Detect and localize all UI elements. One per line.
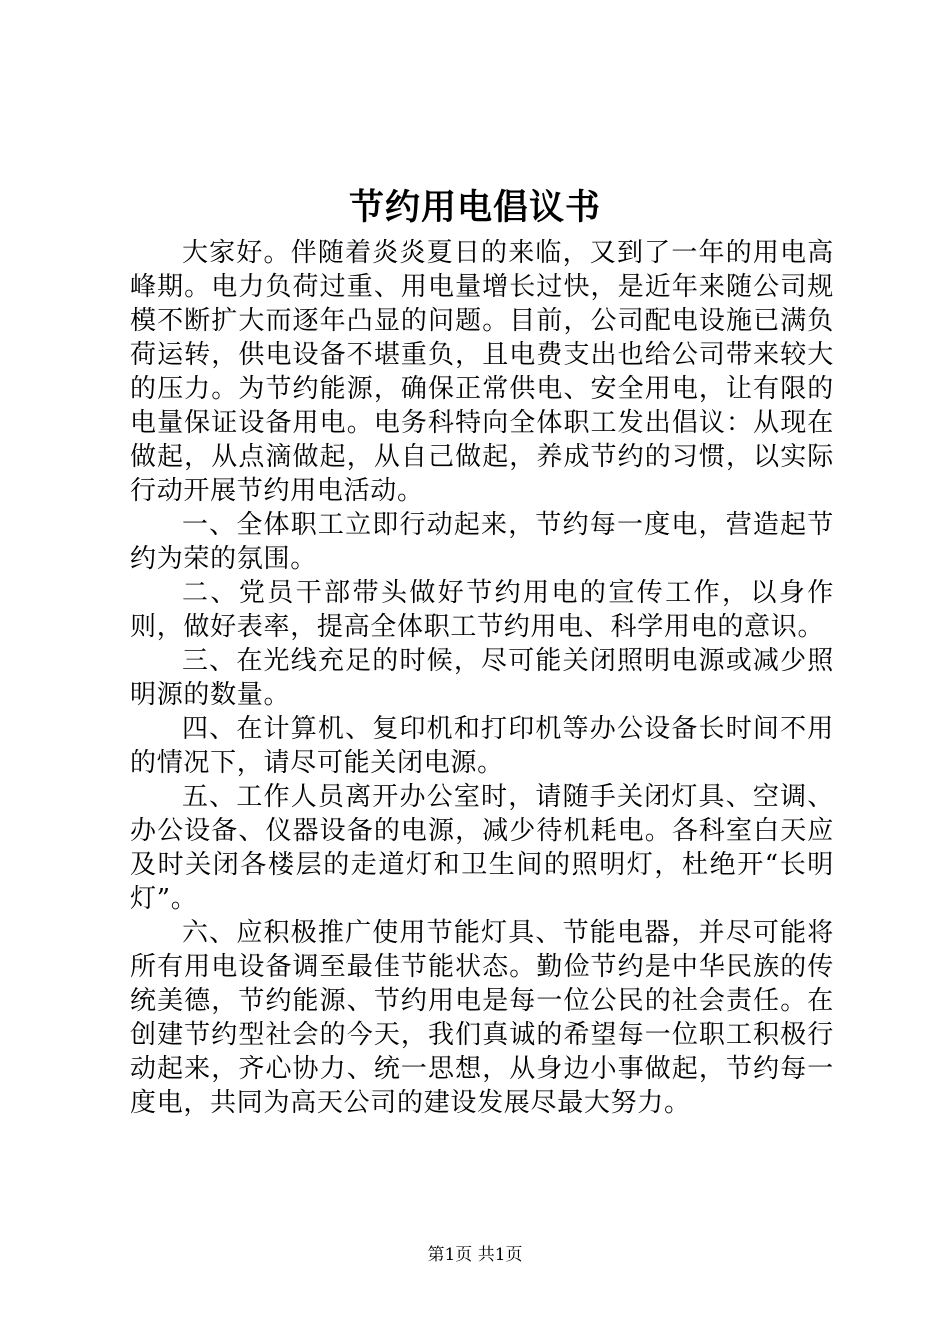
paragraph-item-3: 三、在光线充足的时候，尽可能关闭照明电源或减少照明源的数量。 bbox=[130, 646, 834, 710]
paragraph-item-5: 五、工作人员离开办公室时，请随手关闭灯具、空调、办公设备、仪器设备的电源，减少待机耗电。各科室白天应及时关闭各楼层的走道灯和卫生间的照明灯，杜绝开“长明灯”。 bbox=[130, 782, 834, 914]
paragraph-item-1: 一、全体职工立即行动起来，节约每一度电，营造起节约为荣的氛围。 bbox=[130, 510, 834, 574]
page-number-footer: 第1页 共1页 bbox=[427, 1245, 523, 1265]
paragraph-item-2: 二、党员干部带头做好节约用电的宣传工作，以身作则，做好表率，提高全体职工节约用电、科学用电的意识。 bbox=[130, 578, 834, 642]
paragraph-item-6: 六、应积极推广使用节能灯具、节能电器，并尽可能将所有用电设备调至最佳节能状态。勤俭节约是中华民族的传统美德，节约能源、节约用电是每一位公民的社会责任。在创建节约型社会的今天，我们真诚的希望每一位职工积极行动起来，齐心协力、统一思想，从身边小事做起，节约每一度电，共同为高天公司的建设发展尽最大努力。 bbox=[130, 918, 834, 1118]
paragraph-item-4: 四、在计算机、复印机和打印机等办公设备长时间不用的情况下，请尽可能关闭电源。 bbox=[130, 714, 834, 778]
document-body bbox=[130, 236, 834, 1120]
document-title: 节约用电倡议书 bbox=[348, 187, 601, 228]
paragraph-intro: 大家好。伴随着炎炎夏日的来临，又到了一年的用电高峰期。电力负荷过重、用电量增长过快，是近年来随公司规模不断扩大而逐年凸显的问题。目前，公司配电设施已满负荷运转，供电设备不堪重负，且电费支出也给公司带来较大的压力。为节约能源，确保正常供电、安全用电，让有限的电量保证设备用电。电务科特向全体职工发出倡议：从现在做起，从点滴做起，从自己做起，养成节约的习惯，以实际行动开展节约用电活动。 bbox=[130, 238, 834, 506]
